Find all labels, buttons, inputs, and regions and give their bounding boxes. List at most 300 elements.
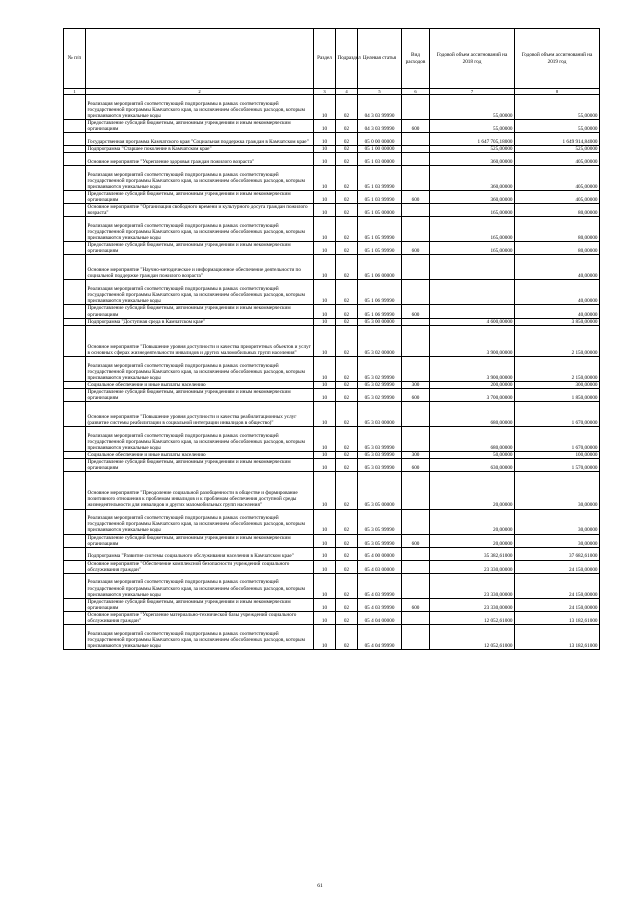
section-cell: 10 (314, 547, 336, 560)
row-number-cell (64, 95, 86, 120)
subsection-cell: 02 (336, 427, 358, 452)
subsection-cell: 02 (336, 625, 358, 650)
expense-type-cell (402, 356, 430, 381)
expense-name-cell: Реализация мероприятий соответствующей подпрограммы в рамках соответствующей государственной программы Камчатского края, за исключением обособленных расходов, которым присваиваются уникальные коды (86, 509, 314, 534)
target-article-cell: 05 4 04 00000 (358, 611, 402, 624)
amount-2018-cell: 35 382,61000 (430, 547, 515, 560)
amount-2019-cell: 24 150,00000 (515, 560, 600, 573)
expense-type-cell (402, 133, 430, 146)
expense-type-cell (402, 95, 430, 120)
amount-2019-cell: 1 850,00000 (515, 388, 600, 401)
target-article-cell: 05 4 04 99990 (358, 625, 402, 650)
section-cell: 10 (314, 318, 336, 325)
row-number-cell (64, 452, 86, 459)
table-row (64, 509, 600, 534)
expense-name-cell: Реализация мероприятий соответствующей подпрограммы в рамках соответствующей государственной программы Камчатского края, за исключением обособленных расходов, которым присваиваются уникальные коды (86, 217, 314, 242)
header-expense-type: Вид расходов (402, 29, 430, 89)
expense-name-cell: Основное мероприятие "Укрепление здоровья граждан пожилого возраста" (86, 153, 314, 166)
amount-2019-cell: 13 182,61000 (515, 625, 600, 650)
amount-2018-cell: 165,00000 (430, 204, 515, 217)
table-row (64, 305, 600, 318)
row-number-cell (64, 534, 86, 547)
row-number-cell (64, 325, 86, 356)
target-article-cell: 05 3 02 99990 (358, 388, 402, 401)
expense-name-cell: Предоставление субсидий бюджетным, автономным учреждениям и иным некоммерческим организациям (86, 534, 314, 547)
amount-2019-cell: 80,00000 (515, 242, 600, 255)
section-cell: 10 (314, 255, 336, 280)
expense-name-cell: Предоставление субсидий бюджетным, автономным учреждениям и иным некоммерческим организациям (86, 120, 314, 133)
subsection-cell: 02 (336, 534, 358, 547)
target-article-cell: 05 3 03 99990 (358, 459, 402, 472)
table-row (64, 280, 600, 305)
subsection-cell: 02 (336, 280, 358, 305)
amount-2019-cell: 1 670,00000 (515, 427, 600, 452)
target-article-cell: 05 4 03 00000 (358, 560, 402, 573)
row-number-cell (64, 625, 86, 650)
amount-2019-cell: 3 850,00000 (515, 318, 600, 325)
amount-2018-cell: 680,00000 (430, 427, 515, 452)
column-number: 1 (64, 89, 86, 95)
table-header-row (64, 29, 600, 89)
table-row (64, 153, 600, 166)
expense-type-cell (402, 573, 430, 598)
amount-2019-cell: 40,00000 (515, 280, 600, 305)
expense-name-cell: Предоставление субсидий бюджетным, автономным учреждениям и иным некоммерческим организациям (86, 459, 314, 472)
section-cell: 10 (314, 381, 336, 388)
section-cell: 10 (314, 472, 336, 509)
amount-2019-cell: 40,00000 (515, 305, 600, 318)
expense-type-cell: 600 (402, 534, 430, 547)
table-row (64, 325, 600, 356)
table-row (64, 95, 600, 120)
expense-type-cell (402, 611, 430, 624)
subsection-cell: 02 (336, 356, 358, 381)
amount-2019-cell: 24 150,00000 (515, 573, 600, 598)
table-row (64, 190, 600, 203)
subsection-cell: 02 (336, 388, 358, 401)
amount-2019-cell: 80,00000 (515, 204, 600, 217)
subsection-cell: 02 (336, 381, 358, 388)
target-article-cell: 05 1 05 99990 (358, 217, 402, 242)
header-subsection: Подраздел (336, 29, 358, 89)
expense-name-cell: Подпрограмма "Доступная среда в Камчатском крае" (86, 318, 314, 325)
target-article-cell: 05 4 03 99990 (358, 598, 402, 611)
table-row (64, 388, 600, 401)
amount-2019-cell: 80,00000 (515, 217, 600, 242)
subsection-cell: 02 (336, 204, 358, 217)
table-row (64, 573, 600, 598)
amount-2019-cell: 100,00000 (515, 452, 600, 459)
amount-2018-cell: 360,00000 (430, 165, 515, 190)
header-no: № п/п (64, 29, 86, 89)
row-number-cell (64, 318, 86, 325)
table-row (64, 381, 600, 388)
section-cell: 10 (314, 560, 336, 573)
amount-2018-cell: 4 600,00000 (430, 318, 515, 325)
page-number: 61 (317, 883, 323, 889)
amount-2018-cell: 55,00000 (430, 120, 515, 133)
subsection-cell: 02 (336, 165, 358, 190)
amount-2019-cell: 40,00000 (515, 255, 600, 280)
subsection-cell: 02 (336, 402, 358, 427)
target-article-cell: 05 0 00 00000 (358, 133, 402, 146)
row-number-cell (64, 388, 86, 401)
row-number-cell (64, 217, 86, 242)
amount-2018-cell: 1 647 705,18000 (430, 133, 515, 146)
expense-name-cell: Основное мероприятие "Обеспечение комплексной безопасности учреждений социального обслуживания граждан" (86, 560, 314, 573)
row-number-cell (64, 598, 86, 611)
expense-name-cell: Основное мероприятие "Повышение уровня доступности и качества реабилитационных услуг (развитие системы реабилитации в социальной интеграции инвалидов в общество)" (86, 402, 314, 427)
row-number-cell (64, 611, 86, 624)
header-section: Раздел (314, 29, 336, 89)
row-number-cell (64, 305, 86, 318)
target-article-cell: 05 3 05 99990 (358, 509, 402, 534)
table-body (64, 95, 600, 650)
expense-type-cell: 600 (402, 598, 430, 611)
section-cell: 10 (314, 204, 336, 217)
section-cell: 10 (314, 165, 336, 190)
row-number-cell (64, 573, 86, 598)
amount-2018-cell: 20,00000 (430, 472, 515, 509)
section-cell: 10 (314, 145, 336, 152)
amount-2019-cell: 300,00000 (515, 381, 600, 388)
expense-type-cell: 300 (402, 452, 430, 459)
amount-2018-cell: 360,00000 (430, 153, 515, 166)
section-cell: 10 (314, 217, 336, 242)
amount-2018-cell (430, 255, 515, 280)
section-cell: 10 (314, 133, 336, 146)
amount-2019-cell: 2 150,00000 (515, 356, 600, 381)
column-number: 6 (402, 89, 430, 95)
expense-name-cell: Реализация мероприятий соответствующей подпрограммы в рамках соответствующей государственной программы Камчатского края, за исключением обособленных расходов, которым присваиваются уникальные коды (86, 625, 314, 650)
amount-2019-cell: 55,00000 (515, 95, 600, 120)
header-name (86, 29, 314, 89)
section-cell: 10 (314, 402, 336, 427)
section-cell: 10 (314, 388, 336, 401)
amount-2019-cell: 13 182,61000 (515, 611, 600, 624)
section-cell: 10 (314, 509, 336, 534)
header-amount-2018: Годовой объем ассигнований на 2018 год (430, 29, 515, 89)
row-number-cell (64, 381, 86, 388)
subsection-cell: 02 (336, 472, 358, 509)
table-row (64, 427, 600, 452)
amount-2018-cell: 50,00000 (430, 452, 515, 459)
column-number: 8 (515, 89, 600, 95)
expense-type-cell (402, 427, 430, 452)
section-cell: 10 (314, 452, 336, 459)
row-number-cell (64, 427, 86, 452)
subsection-cell: 02 (336, 153, 358, 166)
expense-type-cell: 300 (402, 381, 430, 388)
row-number-cell (64, 280, 86, 305)
table-row (64, 598, 600, 611)
amount-2019-cell: 30,00000 (515, 509, 600, 534)
expense-name-cell: Подпрограмма "Старшее поколение в Камчатском крае" (86, 145, 314, 152)
expense-type-cell: 600 (402, 242, 430, 255)
subsection-cell: 02 (336, 217, 358, 242)
row-number-cell (64, 547, 86, 560)
target-article-cell: 05 3 02 99990 (358, 381, 402, 388)
amount-2019-cell: 405,00000 (515, 153, 600, 166)
expense-name-cell: Реализация мероприятий соответствующей подпрограммы в рамках соответствующей государственной программы Камчатского края, за исключением обособленных расходов, которым присваиваются уникальные коды (86, 427, 314, 452)
amount-2018-cell: 3 700,00000 (430, 388, 515, 401)
expense-type-cell (402, 145, 430, 152)
amount-2019-cell: 405,00000 (515, 165, 600, 190)
expense-name-cell: Основное мероприятие "Преодоление социальной разобщенности в обществе и формирование позитивного отношения к проблемам инвалидов и к проблемам обеспечения доступной среды жизнедеятельности для инвалидов и других маломобильных групп населения" (86, 472, 314, 509)
row-number-cell (64, 153, 86, 166)
section-cell: 10 (314, 625, 336, 650)
target-article-cell: 04 3 03 99990 (358, 120, 402, 133)
subsection-cell: 02 (336, 318, 358, 325)
expense-type-cell: 600 (402, 120, 430, 133)
row-number-cell (64, 204, 86, 217)
expense-type-cell (402, 204, 430, 217)
target-article-cell: 05 3 02 99990 (358, 356, 402, 381)
amount-2019-cell: 1 670,00000 (515, 402, 600, 427)
section-cell: 10 (314, 120, 336, 133)
target-article-cell: 05 4 03 99990 (358, 573, 402, 598)
amount-2018-cell: 165,00000 (430, 217, 515, 242)
amount-2018-cell: 360,00000 (430, 190, 515, 203)
expense-type-cell (402, 325, 430, 356)
expense-type-cell (402, 153, 430, 166)
section-cell: 10 (314, 153, 336, 166)
section-cell: 10 (314, 459, 336, 472)
expense-name-cell: Основное мероприятие "Укрепление материально-технической базы учреждений социального обслуживания граждан" (86, 611, 314, 624)
row-number-cell (64, 190, 86, 203)
target-article-cell: 05 4 00 00000 (358, 547, 402, 560)
expense-name-cell: Реализация мероприятий соответствующей подпрограммы в рамках соответствующей государственной программы Камчатского края, за исключением обособленных расходов, которым присваиваются уникальные коды (86, 280, 314, 305)
amount-2018-cell: 20,00000 (430, 534, 515, 547)
expense-type-cell (402, 509, 430, 534)
expense-name-cell: Предоставление субсидий бюджетным, автономным учреждениям и иным некоммерческим организациям (86, 305, 314, 318)
amount-2018-cell: 3 900,00000 (430, 356, 515, 381)
amount-2018-cell: 55,00000 (430, 95, 515, 120)
subsection-cell: 02 (336, 133, 358, 146)
subsection-cell: 02 (336, 452, 358, 459)
amount-2019-cell: 525,00000 (515, 145, 600, 152)
expense-type-cell: 600 (402, 459, 430, 472)
subsection-cell: 02 (336, 95, 358, 120)
section-cell: 10 (314, 356, 336, 381)
expense-type-cell: 600 (402, 388, 430, 401)
target-article-cell: 05 1 00 00000 (358, 145, 402, 152)
expense-name-cell: Основное мероприятие "Повышение уровня доступности и качества приоритетных объектов и услуг в основных сферах жизнедеятельности инвалидов и других маломобильных групп населения" (86, 325, 314, 356)
table-row (64, 402, 600, 427)
budget-table (63, 28, 600, 650)
table-row (64, 133, 600, 146)
expense-type-cell (402, 560, 430, 573)
amount-2018-cell: 12 052,61000 (430, 611, 515, 624)
target-article-cell: 05 1 05 99990 (358, 242, 402, 255)
expense-name-cell: Государственная программа Камчатского края "Социальная поддержка граждан в Камчатском крае" (86, 133, 314, 146)
amount-2019-cell: 37 682,61000 (515, 547, 600, 560)
subsection-cell: 02 (336, 573, 358, 598)
section-cell: 10 (314, 598, 336, 611)
expense-name-cell: Реализация мероприятий соответствующей подпрограммы в рамках соответствующей государственной программы Камчатского края, за исключением обособленных расходов, которым присваиваются уникальные коды (86, 165, 314, 190)
column-number: 3 (314, 89, 336, 95)
row-number-cell (64, 560, 86, 573)
section-cell: 10 (314, 573, 336, 598)
row-number-cell (64, 120, 86, 133)
expense-type-cell (402, 217, 430, 242)
amount-2019-cell: 2 150,00000 (515, 325, 600, 356)
column-number: 7 (430, 89, 515, 95)
row-number-cell (64, 459, 86, 472)
table-row (64, 120, 600, 133)
table-row (64, 534, 600, 547)
header-target-article: Целевая статья (358, 29, 402, 89)
target-article-cell: 05 1 03 99990 (358, 190, 402, 203)
row-number-cell (64, 133, 86, 146)
table-row (64, 242, 600, 255)
target-article-cell: 04 3 03 99990 (358, 95, 402, 120)
amount-2019-cell: 405,00000 (515, 190, 600, 203)
table-row (64, 472, 600, 509)
amount-2018-cell: 630,00000 (430, 459, 515, 472)
expense-name-cell: Социальное обеспечение и иные выплаты населению (86, 452, 314, 459)
target-article-cell: 05 1 05 00000 (358, 204, 402, 217)
table-row (64, 255, 600, 280)
table-row (64, 165, 600, 190)
subsection-cell: 02 (336, 305, 358, 318)
section-cell: 10 (314, 190, 336, 203)
expense-name-cell: Предоставление субсидий бюджетным, автономным учреждениям и иным некоммерческим организациям (86, 242, 314, 255)
target-article-cell: 05 3 05 99990 (358, 534, 402, 547)
column-number: 5 (358, 89, 402, 95)
row-number-cell (64, 255, 86, 280)
amount-2018-cell: 12 052,61000 (430, 625, 515, 650)
table-row (64, 459, 600, 472)
section-cell: 10 (314, 305, 336, 318)
subsection-cell: 02 (336, 145, 358, 152)
table-row (64, 217, 600, 242)
amount-2018-cell (430, 305, 515, 318)
expense-name-cell: Реализация мероприятий соответствующей подпрограммы в рамках соответствующей государственной программы Камчатского края, за исключением обособленных расходов, которым присваиваются уникальные коды (86, 356, 314, 381)
amount-2018-cell: 680,00000 (430, 402, 515, 427)
amount-2018-cell (430, 280, 515, 305)
header-amount-2019: Годовой объем ассигнований на 2019 год (515, 29, 600, 89)
table-row (64, 547, 600, 560)
expense-name-cell: Реализация мероприятий соответствующей подпрограммы в рамках соответствующей государственной программы Камчатского края, за исключением обособленных расходов, которым присваиваются уникальные коды (86, 95, 314, 120)
expense-type-cell (402, 472, 430, 509)
amount-2018-cell: 23 330,00000 (430, 598, 515, 611)
row-number-cell (64, 509, 86, 534)
subsection-cell: 02 (336, 325, 358, 356)
section-cell: 10 (314, 95, 336, 120)
subsection-cell: 02 (336, 509, 358, 534)
amount-2019-cell: 24 150,00000 (515, 598, 600, 611)
table-row (64, 611, 600, 624)
amount-2019-cell: 1 570,00000 (515, 459, 600, 472)
table-row (64, 204, 600, 217)
row-number-cell (64, 402, 86, 427)
amount-2018-cell: 200,00000 (430, 381, 515, 388)
row-number-cell (64, 242, 86, 255)
section-cell: 10 (314, 325, 336, 356)
expense-type-cell: 600 (402, 190, 430, 203)
target-article-cell: 05 1 06 99990 (358, 280, 402, 305)
amount-2019-cell: 1 649 914,84000 (515, 133, 600, 146)
target-article-cell: 05 1 06 99990 (358, 305, 402, 318)
expense-type-cell (402, 625, 430, 650)
row-number-cell (64, 165, 86, 190)
section-cell: 10 (314, 280, 336, 305)
expense-type-cell (402, 165, 430, 190)
table-row (64, 560, 600, 573)
amount-2018-cell: 23 330,00000 (430, 573, 515, 598)
expense-name-cell: Предоставление субсидий бюджетным, автономным учреждениям и иным некоммерческим организациям (86, 190, 314, 203)
row-number-cell (64, 472, 86, 509)
row-number-cell (64, 356, 86, 381)
subsection-cell: 02 (336, 547, 358, 560)
amount-2018-cell: 165,00000 (430, 242, 515, 255)
expense-name-cell: Социальное обеспечение и иные выплаты населению (86, 381, 314, 388)
expense-name-cell: Основное мероприятие "Научно-методическое и информационное обеспечение деятельности по социальной поддержке граждан пожилого возраста" (86, 255, 314, 280)
expense-type-cell (402, 402, 430, 427)
subsection-cell: 02 (336, 598, 358, 611)
amount-2018-cell: 525,00000 (430, 145, 515, 152)
target-article-cell: 05 1 03 99990 (358, 165, 402, 190)
expense-type-cell (402, 318, 430, 325)
expense-name-cell: Предоставление субсидий бюджетным, автономным учреждениям и иным некоммерческим организациям (86, 598, 314, 611)
subsection-cell: 02 (336, 560, 358, 573)
target-article-cell: 05 3 03 99990 (358, 427, 402, 452)
column-number: 2 (86, 89, 314, 95)
expense-type-cell (402, 547, 430, 560)
section-cell: 10 (314, 427, 336, 452)
target-article-cell: 05 3 02 00000 (358, 325, 402, 356)
target-article-cell: 05 3 03 00000 (358, 402, 402, 427)
amount-2019-cell: 30,00000 (515, 534, 600, 547)
table-row (64, 145, 600, 152)
table-row (64, 452, 600, 459)
subsection-cell: 02 (336, 120, 358, 133)
target-article-cell: 05 3 03 99990 (358, 452, 402, 459)
subsection-cell: 02 (336, 459, 358, 472)
column-number: 4 (336, 89, 358, 95)
subsection-cell: 02 (336, 611, 358, 624)
expense-name-cell: Реализация мероприятий соответствующей подпрограммы в рамках соответствующей государственной программы Камчатского края, за исключением обособленных расходов, которым присваиваются уникальные коды (86, 573, 314, 598)
expense-name-cell: Подпрограмма "Развитие системы социального обслуживания населения в Камчатском крае" (86, 547, 314, 560)
expense-type-cell (402, 280, 430, 305)
expense-name-cell: Предоставление субсидий бюджетным, автономным учреждениям и иным некоммерческим организациям (86, 388, 314, 401)
amount-2018-cell: 23 330,00000 (430, 560, 515, 573)
expense-name-cell: Основное мероприятие "Организация свободного времени и культурного досуга граждан пожилого возраста" (86, 204, 314, 217)
subsection-cell: 02 (336, 255, 358, 280)
amount-2019-cell: 55,00000 (515, 120, 600, 133)
section-cell: 10 (314, 534, 336, 547)
subsection-cell: 02 (336, 242, 358, 255)
table-row (64, 318, 600, 325)
target-article-cell: 05 1 03 00000 (358, 153, 402, 166)
amount-2018-cell: 3 900,00000 (430, 325, 515, 356)
target-article-cell: 05 3 00 00000 (358, 318, 402, 325)
subsection-cell: 02 (336, 190, 358, 203)
amount-2018-cell: 20,00000 (430, 509, 515, 534)
table-row (64, 625, 600, 650)
target-article-cell: 05 3 05 00000 (358, 472, 402, 509)
table-row (64, 356, 600, 381)
section-cell: 10 (314, 611, 336, 624)
document-page (63, 28, 599, 650)
section-cell: 10 (314, 242, 336, 255)
amount-2019-cell: 30,00000 (515, 472, 600, 509)
target-article-cell: 05 1 06 00000 (358, 255, 402, 280)
expense-type-cell (402, 255, 430, 280)
expense-type-cell: 600 (402, 305, 430, 318)
row-number-cell (64, 145, 86, 152)
